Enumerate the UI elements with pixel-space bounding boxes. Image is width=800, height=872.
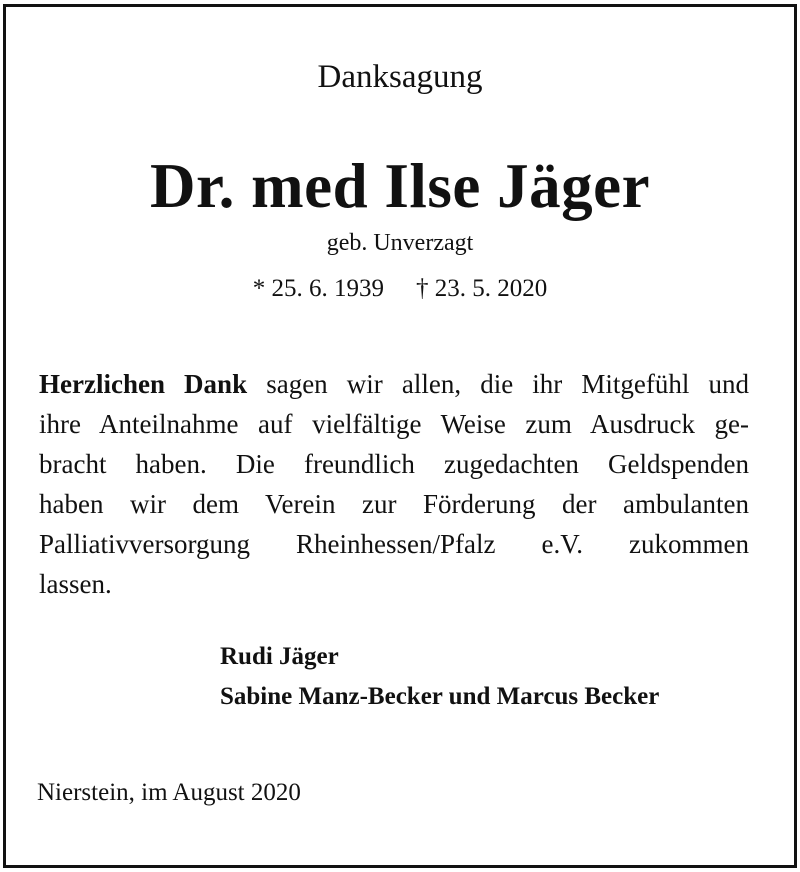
maiden-name: geb. Unverzagt [326,230,474,256]
text-line-4: haben wir dem Verein zur Förderung der ambulanten [39,489,749,519]
text-line-6: lassen. [39,569,112,599]
thank-you-lead: Herzlichen Dank [39,369,248,399]
death-date: † 23. 5. 2020 [416,275,548,302]
signatures [220,637,659,717]
birth-date: * 25. 6. 1939 [252,275,384,302]
deceased-name: Dr. med Ilse Jäger [149,151,651,221]
life-dates [6,275,794,303]
text-line-1 [39,364,749,404]
signature-line: Rudi Jäger [220,643,339,670]
text-line-2: ihre Anteilnahme auf vielfältige Weise zum Ausdruck ge- [39,409,749,439]
text-line-5: Palliativversorgung Rheinhessen/Pfalz e.V. zukommen [39,529,749,559]
thank-you-text [39,364,749,604]
place-and-date: Nierstein, im August 2020 [37,779,301,806]
obituary-notice-frame [3,4,797,868]
text-line-3: bracht haben. Die freundlich zugedachten Geldspenden [39,449,749,479]
text-line-1-rest: sagen wir allen, die ihr Mitgefühl und [247,369,749,399]
notice-kicker: Danksagung [317,59,483,95]
signature-line: Sabine Manz-Becker und Marcus Becker [220,683,660,710]
